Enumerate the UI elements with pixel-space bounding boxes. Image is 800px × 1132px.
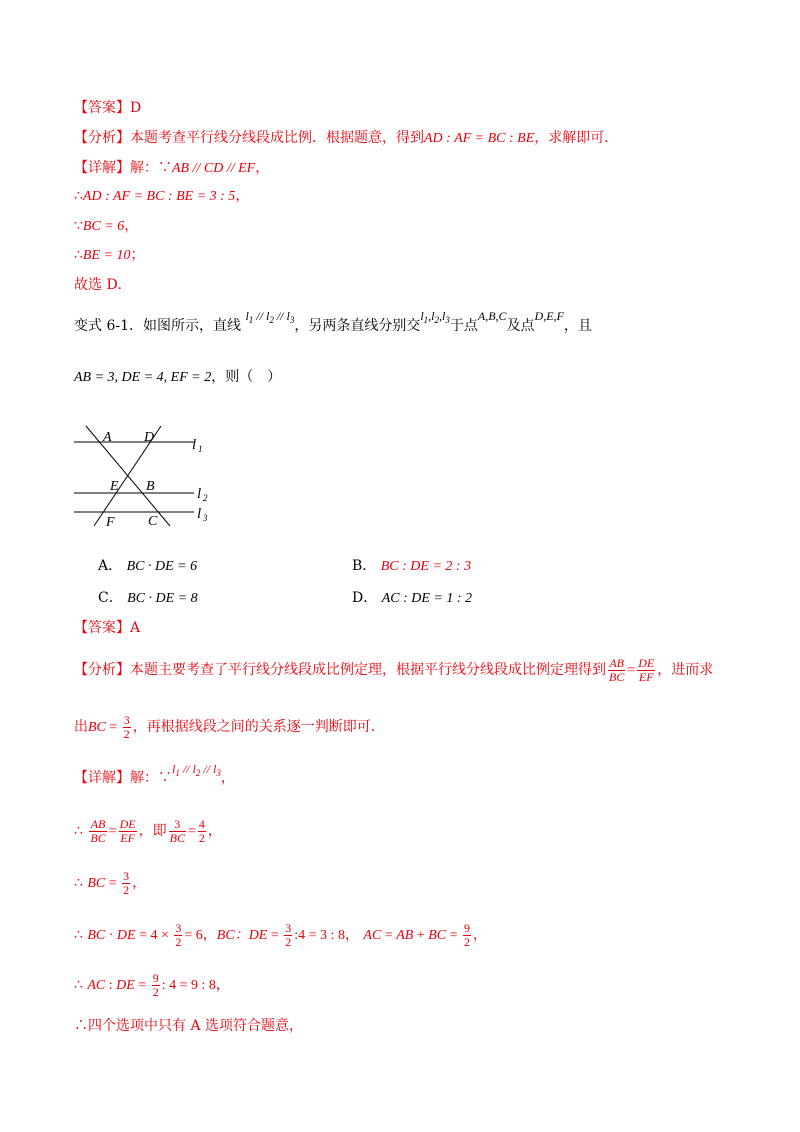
option-a[interactable]: A． BC · DE = 6 [98,558,198,574]
label-A: A [103,430,112,445]
detail-line-7: ∴ BC = $\frac{3}{2}$ ， [74,868,147,897]
label-B: B [146,479,155,494]
label-l3: l [197,506,202,522]
conclusion-line: 故选 D． [74,277,132,293]
label-l2-sub: 2 [203,493,208,503]
problem-line-2: AB = 3, DE = 4, EF = 2，则（ ） [74,369,282,385]
detail-line-8: ∴ BC · DE = 4 × $\frac{3}{2}$ = 6，BC：DE = $\frac{3}{2}$ :4 = 3 : 8， AC = AB + BC = $\frac{9}{2}$ ， [74,920,488,949]
option-b[interactable]: B． BC : DE = 2 : 3 [352,558,472,574]
detail-tag: 【详解】 [74,160,130,176]
analysis-line-2: 【分析】本题主要考查了平行线分线段成比例定理，根据平行线分线段成比例定理得到 $\frac{AB}{BC}$ = $\frac{DE}{EF}$ ，进而求 [74,655,714,684]
detail-line-9: ∴ AC : DE = $\frac{9}{2}$ : 4 = 9 : 8， [74,970,230,999]
answer-line-1 [74,98,141,118]
detail-line-2: ∴AD : AF = BC : BE = 3 : 5， [74,188,250,204]
analysis-tag: 【分析】 [74,130,130,146]
parallel-lines-figure [66,422,226,532]
answer-value: D [130,100,142,116]
label-D: D [144,430,155,445]
label-F: F [106,515,115,530]
label-l1-sub: 1 [198,444,203,454]
option-d[interactable]: D． AC : DE = 1 : 2 [352,590,473,606]
detail-line-4: ∴BE = 10； [74,247,145,263]
label-E: E [110,479,119,494]
problem-line-1: 变式 6-1．如图所示，直线 $l_1 // l_2 // l_3$，另两条直线分别交$l_1,l_2,l_3$于点A,B,C及点D,E,F，且 [74,309,592,334]
detail-line-3: ∵BC = 6， [74,218,139,234]
parallel-lines-expr: $l_1 // l_2 // l_3$ [245,309,295,325]
analysis-line-1: 【分析】本题考查平行线分线段成比例．根据题意，得到AD : AF = BC : BE，求解即可． [74,130,619,146]
label-l3-sub: 3 [203,513,208,523]
label-l1: l [192,437,197,453]
label-C: C [148,514,158,529]
option-c[interactable]: C． BC · DE = 8 [98,590,198,606]
label-l2: l [197,486,202,502]
answer-line-2: 【答案】A [74,620,141,636]
detail-line-1: 【详解】解：∵AB // CD // EF， [74,160,270,176]
final-line: ∴四个选项中只有 A 选项符合题意， [74,1018,304,1034]
answer-tag: 【答案】 [74,100,130,116]
detail-line-5: 【详解】解：$\because l_1 // l_2 // l_3$， [74,762,235,786]
analysis-line-3: 出BC = $\frac{3}{2}$ ，再根据线段之间的关系逐一判断即可． [74,712,385,741]
detail-line-6: ∴ $\frac{AB}{BC}$ = $\frac{DE}{EF}$ ，即 $\frac{3}{BC}$ = $\frac{4}{2}$ ， [74,816,222,845]
